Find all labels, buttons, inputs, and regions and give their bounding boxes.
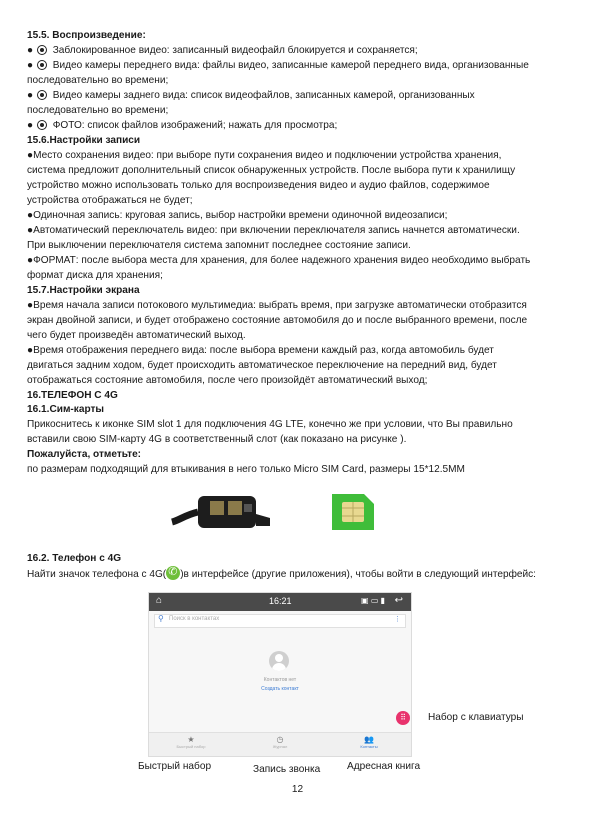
sim-line-2: вставили свою SIM-карту 4G в соответственный слот (как показано на рисунке ). [27, 434, 407, 445]
people-icon: 👥 [364, 735, 374, 744]
contact-search-bar[interactable] [154, 614, 406, 628]
callout-speed-dial: Быстрый набор [138, 761, 212, 772]
record-line-4: устройства отображаться не будет; [27, 195, 193, 206]
add-contact-link[interactable]: Создать контакт [261, 686, 299, 692]
dialpad-fab-icon[interactable]: ⠿ [396, 711, 410, 725]
rear-camera-icon [37, 90, 47, 100]
sim-line-1: Прикоснитесь к иконке SIM slot 1 для подключения 4G LTE, конечно же при условии, что Вы правильно [27, 419, 513, 430]
note-title: Пожалуйста, отметьте: [27, 449, 142, 460]
search-icon: ⚲ [158, 614, 164, 623]
record-line-6: ●Автоматический переключатель видео: при включении переключателя запись начнется автоматически. [27, 225, 520, 236]
bullet-front-video-cont: последовательно во времени; [27, 75, 169, 86]
tab-contacts[interactable]: 👥 Контакты [349, 735, 389, 749]
bullet-rear-video: ● Видео камеры заднего вида: список видеофайлов, записанных камерой, организованных [27, 90, 475, 101]
section-16-2-title: 16.2. Телефон с 4G [27, 553, 122, 564]
record-line-2: система предложит дополнительный список обнаруженных устройств. После выбора пути к хранилищу [27, 165, 516, 176]
record-line-7: При выключении переключателя система запомнит последнее состояние записи. [27, 240, 411, 251]
section-16-1-title: 16.1.Сим-карты [27, 404, 105, 415]
record-line-9: формат диска для хранения; [27, 270, 163, 281]
bullet-photo: ● ФОТО: список файлов изображений; нажать для просмотра; [27, 120, 338, 131]
phone-intro-line: Найти значок телефона с 4G(✆ )в интерфейсе (другие приложения), чтобы войти в следующий интерфейс: [27, 566, 577, 582]
tab-speed-dial[interactable]: ★ Быстрый набор [171, 735, 211, 749]
note-text: по размерам подходящий для втыкивания в него только Micro SIM Card, размеры 15*12.5MM [27, 464, 465, 475]
clock-icon: ◷ [276, 735, 284, 744]
bullet-rear-video-cont: последовательно во времени; [27, 105, 169, 116]
photo-icon [37, 120, 47, 130]
search-placeholder: Поиск в контактах [169, 616, 220, 622]
record-line-1: ●Место сохранения видео: при выборе пути сохранения видео и подключении устройства хранения, [27, 150, 502, 161]
empty-contacts-text: Контактов нет [263, 677, 297, 683]
record-line-3: устройство можно использовать только для воспроизведения видео и аудио файлов, содержимое [27, 180, 490, 191]
screen-line-6: отображаться состояние автомобиля, после чего произойдёт автоматический выход; [27, 375, 428, 386]
star-icon: ★ [187, 735, 195, 744]
sim-slot-image [170, 490, 280, 540]
phone-app-icon [166, 566, 180, 580]
screen-line-3: чего будет произведён автоматический выход. [27, 330, 246, 341]
callout-contacts: Адресная книга [347, 761, 421, 772]
screen-line-4: ●Время отображения переднего вида: после выбора времени каждый раз, когда автомобиль будет [27, 345, 494, 356]
section-15-7-title: 15.7.Настройки экрана [27, 285, 140, 296]
screen-line-1: ●Время начала записи потокового мультимедиа: выбрать время, при загрузке автоматически отобразится [27, 300, 527, 311]
bottom-tabs [149, 732, 411, 757]
home-icon[interactable]: ⌂ [156, 595, 163, 606]
bullet-front-video: ● Видео камеры переднего вида: файлы видео, записанные камерой переднего вида, организованные [27, 60, 529, 71]
screen-line-2: экран двойной записи, и будет отображено состояние автомобиля до и после выбранного времени, после [27, 315, 528, 326]
sim-card-image [330, 490, 376, 532]
page-number: 12 [291, 784, 304, 795]
phone-ui-screenshot [148, 592, 412, 757]
section-16-title: 16.ТЕЛЕФОН С 4G [27, 390, 118, 401]
record-line-5: ●Одиночная запись: круговая запись, выбор настройки времени одиночной видеозаписи; [27, 210, 448, 221]
status-time: 16:21 [269, 596, 292, 606]
front-camera-icon [37, 60, 47, 70]
screen-line-5: двигаться задним ходом, будет происходить автоматическое переключение на передний вид, будет [27, 360, 497, 371]
status-bar [149, 593, 411, 611]
back-icon[interactable]: ↩ [394, 595, 403, 606]
bullet-locked-video: ● Заблокированное видео: записанный видеофайл блокируется и сохраняется; [27, 45, 418, 56]
callout-call-log: Запись звонка [253, 764, 321, 775]
section-15-6-title: 15.6.Настройки записи [27, 135, 141, 146]
empty-contacts-avatar-icon [269, 651, 289, 671]
lock-video-icon [37, 45, 47, 55]
record-line-8: ●ФОРМАТ: после выбора места для хранения, для более надежного хранения видео необходимо выбрать [27, 255, 531, 266]
tab-call-log[interactable]: ◷ Журнал [260, 735, 300, 749]
mic-icon[interactable]: ⋮ [394, 616, 401, 623]
section-15-5-title: 15.5. Воспроизведение: [27, 30, 146, 41]
status-icons: ▣ ▭ ▮ [361, 596, 385, 605]
callout-keypad: Набор с клавиатуры [428, 712, 524, 723]
